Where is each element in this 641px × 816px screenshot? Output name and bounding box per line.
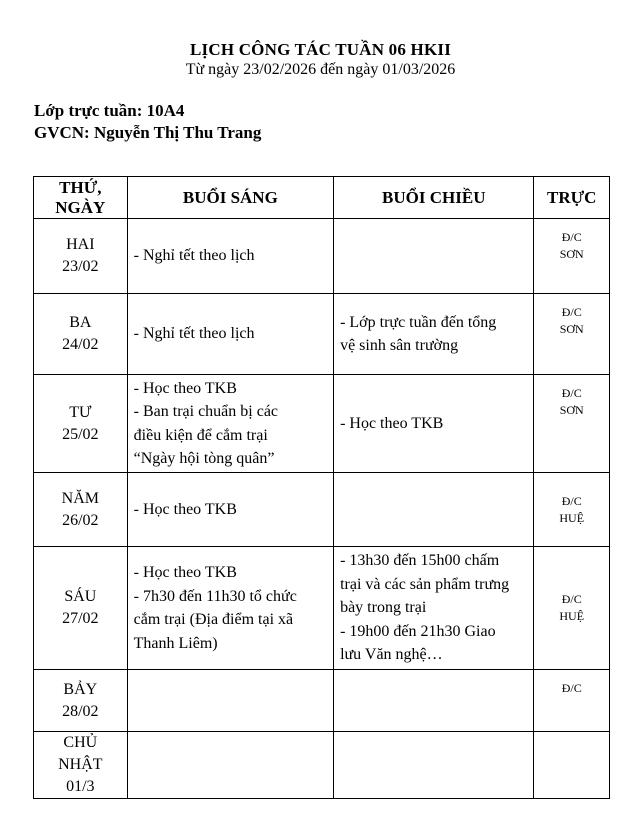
day-date: 27/02 [62,610,99,627]
duty-cell [534,473,610,547]
date-range: Từ ngày 23/02/2026 đến ngày 01/03/2026 [185,61,456,78]
morning-cell [127,294,333,375]
afternoon-activity-line: bày trong trại [340,599,427,617]
afternoon-activity-line: vệ sinh sân trường [340,337,459,354]
duty-cell [534,375,610,473]
day-name: BẢY [63,680,98,698]
duty-person-line: HUỆ [559,609,585,623]
afternoon-activity-line: lưu Văn nghệ… [340,646,443,664]
day-cell [34,375,128,473]
morning-cell [127,547,333,670]
day-date: 01/3 [66,778,95,795]
morning-cell [127,670,333,732]
column-header-duty: TRỰC [534,177,610,219]
table-row [34,219,610,294]
morning-activity-line: “Ngày hội tòng quân” [133,450,275,467]
afternoon-cell [334,375,534,473]
schedule-table [33,176,610,799]
afternoon-cell [334,732,534,799]
column-header-day [34,177,128,219]
morning-activity-line: - Nghỉ tết theo lịch [133,247,255,265]
table-row [34,294,610,375]
morning-activity-line: - Học theo TKB [133,564,237,581]
day-cell [34,219,128,294]
morning-activity-line: cắm trại (Địa điểm tại xã [133,611,294,628]
duty-person-line: SƠN [559,322,584,336]
duty-person-line: Đ/C [561,305,582,319]
duty-person-line: SƠN [559,403,584,417]
table-row [34,670,610,732]
morning-cell [127,473,333,547]
duty-person-line: SƠN [559,247,584,261]
duty-cell [534,732,610,799]
day-date: 26/02 [62,511,99,529]
column-header-day-line2: NGÀY [55,197,106,217]
duty-cell [534,670,610,732]
afternoon-cell [334,294,534,375]
day-date: 23/02 [62,258,99,275]
morning-activity-line: Thanh Liêm) [133,634,218,652]
afternoon-activity-line: - 19h00 đến 21h30 Giao [340,622,496,640]
morning-activity-line: - Ban trại chuẩn bị các [133,403,279,420]
column-header-afternoon: BUỔI CHIỀU [334,177,534,219]
day-cell [34,670,128,732]
homeroom-teacher: GVCN: Nguyễn Thị Thu Trang [34,123,262,142]
morning-cell [127,732,333,799]
day-cell [34,294,128,375]
duty-cell [534,219,610,294]
table-row [34,732,610,799]
table-row [34,375,610,473]
table-row [34,473,610,547]
afternoon-activity-line: trại và các sản phẩm trưng [340,575,510,593]
day-date: 24/02 [62,336,99,353]
table-header-row [34,177,610,219]
duty-person-line: HUỆ [559,510,585,525]
afternoon-cell [334,670,534,732]
day-date: 28/02 [62,702,99,720]
afternoon-cell [334,547,534,670]
duty-cell [534,547,610,670]
afternoon-activity-line: - 13h30 đến 15h00 chấm [340,552,500,570]
day-name: BA [69,314,92,331]
morning-activity-line: - 7h30 đến 11h30 tổ chức [133,587,297,605]
table-row [34,547,610,670]
day-cell [34,732,128,799]
afternoon-activity-line: - Lớp trực tuần đến tổng [340,313,497,331]
column-header-day-line1: THỨ, [59,177,102,197]
day-date: 25/02 [62,425,99,443]
morning-activity-line: - Học theo TKB [133,500,237,518]
day-cell [34,473,128,547]
page-title: LỊCH CÔNG TÁC TUẦN 06 HKII [189,40,452,59]
morning-activity-line: - Học theo TKB [133,379,237,397]
afternoon-cell [334,473,534,547]
column-header-morning: BUỔI SÁNG [127,177,333,219]
afternoon-activity-line: - Học theo TKB [340,414,444,432]
day-name: NHẬT [58,756,103,773]
day-name: NĂM [61,489,99,507]
morning-cell [127,375,333,473]
day-name: TƯ [69,403,92,421]
duty-person-line: Đ/C [561,230,582,244]
morning-activity-line: điều kiện để cắm trại [133,426,268,444]
day-name: CHỦ [63,734,98,751]
duty-person-line: Đ/C [561,592,582,606]
class-on-duty: Lớp trực tuần: 10A4 [34,101,185,120]
duty-person-line: Đ/C [561,493,582,508]
morning-activity-line: - Nghỉ tết theo lịch [133,325,255,343]
duty-cell [534,294,610,375]
day-cell [34,547,128,670]
duty-person-line: Đ/C [561,681,582,695]
morning-cell [127,219,333,294]
duty-person-line: Đ/C [561,386,582,400]
afternoon-cell [334,219,534,294]
day-name: SÁU [64,588,97,605]
day-name: HAI [66,236,95,253]
